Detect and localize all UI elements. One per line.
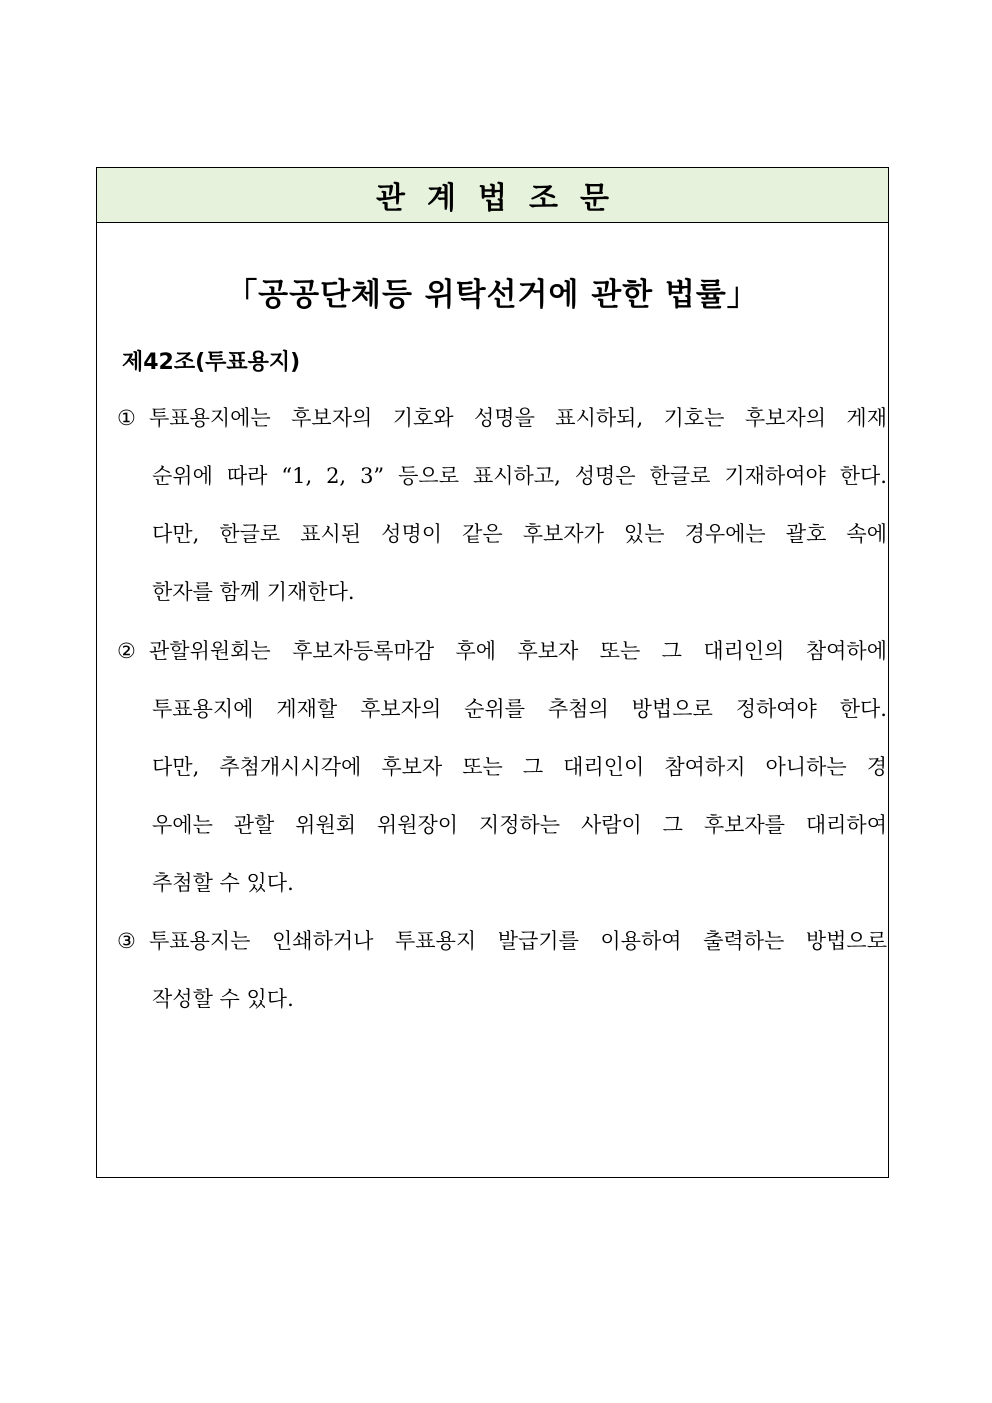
clause-text: 투표용지는 인쇄하거나 투표용지 발급기를 이용하여 출력하는 방법으로 — [149, 929, 887, 953]
header-title: 관계법조문 — [376, 181, 631, 216]
clause-2 — [117, 636, 887, 926]
clause-number: ① — [117, 406, 136, 430]
law-excerpt-box — [96, 167, 889, 1178]
clause-line: 순위에 따라 “1, 2, 3” 등으로 표시하고, 성명은 한글로 기재하여야 한다. — [152, 464, 887, 488]
clause-line: 투표용지에 게재할 후보자의 순위를 추첨의 방법으로 정하여야 한다. — [152, 697, 887, 721]
clause-text: 관할위원회는 후보자등록마감 후에 후보자 또는 그 대리인의 참여하에 — [149, 639, 887, 663]
clause-line: 작성할 수 있다. — [152, 987, 294, 1011]
clause-line: 다만, 한글로 표시된 성명이 같은 후보자가 있는 경우에는 괄호 속에 — [152, 522, 887, 546]
clause-number: ② — [117, 639, 136, 663]
clause-3 — [117, 926, 887, 1042]
clause-line: 추첨할 수 있다. — [152, 871, 294, 895]
clause-line: 한자를 함께 기재한다. — [152, 580, 355, 604]
header-bar — [97, 168, 888, 223]
clause-line: 우에는 관할 위원회 위원장이 지정하는 사람이 그 후보자를 대리하여 — [152, 813, 887, 837]
clause-line — [117, 403, 887, 461]
clause-text: 투표용지에는 후보자의 기호와 성명을 표시하되, 기호는 후보자의 게재 — [149, 406, 887, 430]
article-title: 제42조(투표용지) — [122, 350, 301, 375]
clause-number: ③ — [117, 929, 136, 953]
clause-line: 다만, 추첨개시시각에 후보자 또는 그 대리인이 참여하지 아니하는 경 — [152, 755, 887, 779]
clause-line — [117, 926, 887, 984]
clause-1 — [117, 403, 887, 635]
law-title: 「공공단체등 위탁선거에 관한 법률」 — [226, 277, 759, 313]
clause-line — [117, 636, 887, 694]
